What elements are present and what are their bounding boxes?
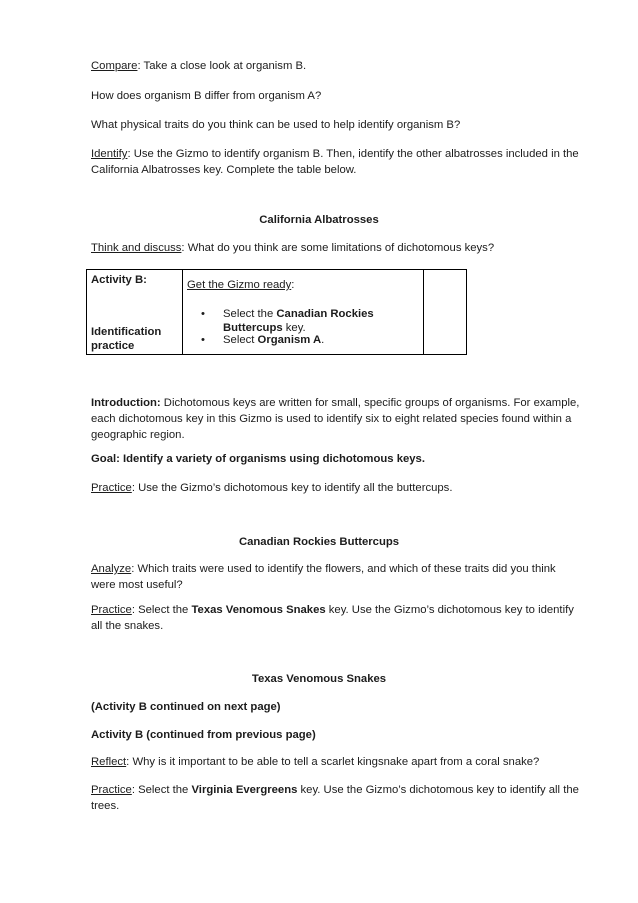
goal-paragraph: Goal: Identify a variety of organisms using dichotomous keys.	[91, 453, 425, 465]
practice-label: Practice	[91, 482, 132, 494]
practice-snakes-pre: : Select the	[131, 604, 192, 616]
activity-title-cell	[87, 270, 183, 355]
reflect-paragraph	[91, 754, 583, 770]
introduction-text: Dichotomous keys are written for small, specific groups of organisms. For example, each dichotomous key in this Gizmo is used to identify six to eight related species found within a geographic region.	[91, 397, 580, 441]
reflect-label: Reflect	[91, 756, 127, 768]
gizmo-ready-line	[187, 278, 294, 293]
think-label: Think and discuss	[91, 242, 182, 254]
question-traits: What physical traits do you think can be used to help identify organism B?	[91, 119, 461, 131]
heading-california-albatrosses: California Albatrosses	[259, 214, 379, 226]
activity-table	[86, 269, 467, 355]
bullet-1-pre: Select the	[223, 308, 277, 320]
compare-text: : Take a close look at organism B.	[137, 60, 307, 72]
bullet-1-text	[223, 307, 413, 335]
identify-text: : Use the Gizmo to identify organism B. Then, identify the other albatrosses included in the California Albatrosses key. Complete the table below.	[91, 148, 579, 176]
bullet-2-pre: Select	[223, 334, 258, 346]
introduction-paragraph	[91, 395, 583, 443]
reflect-text: : Why is it important to be able to tell a scarlet kingsnake apart from a coral snake?	[126, 756, 540, 768]
compare-paragraph	[91, 58, 583, 74]
bullet-2-bold: Organism A	[257, 334, 322, 346]
continued-next-page: (Activity B continued on next page)	[91, 701, 281, 713]
think-paragraph	[91, 240, 583, 256]
analyze-text: : Which traits were used to identify the flowers, and which of these traits did you think were most useful?	[91, 563, 556, 591]
think-text: : What do you think are some limitations of dichotomous keys?	[181, 242, 495, 254]
heading-texas-venomous-snakes: Texas Venomous Snakes	[251, 673, 387, 685]
analyze-label: Analyze	[91, 563, 132, 575]
analyze-paragraph	[91, 561, 583, 593]
gizmo-ready-colon: :	[291, 279, 295, 291]
bullet-2-post: .	[321, 334, 325, 346]
compare-label: Compare	[91, 60, 138, 72]
practice-trees-post: key. Use the Gizmo’s dichotomous key to identify all the trees.	[91, 784, 579, 812]
practice-snakes-paragraph	[91, 602, 583, 634]
practice-snakes-key: Texas Venomous Snakes	[191, 604, 326, 616]
continued-previous-page: Activity B (continued from previous page)	[91, 729, 316, 741]
bullet-icon: •	[201, 308, 205, 320]
practice-label: Practice	[91, 604, 132, 616]
practice-trees-key: Virginia Evergreens	[191, 784, 298, 796]
gizmo-ready-label: Get the Gizmo ready	[187, 279, 292, 291]
bullet-icon: •	[201, 334, 205, 346]
practice-snakes-post: key. Use the Gizmo’s dichotomous key to identify all the snakes.	[91, 604, 574, 632]
introduction-label: Introduction:	[91, 397, 161, 409]
heading-canadian-rockies-buttercups: Canadian Rockies Buttercups	[238, 536, 400, 548]
practice-buttercups-text: : Use the Gizmo’s dichotomous key to identify all the buttercups.	[131, 482, 453, 494]
identify-paragraph	[91, 146, 583, 178]
question-differ: How does organism B differ from organism A?	[91, 90, 322, 102]
identify-label: Identify	[91, 148, 128, 160]
bullet-1-bold: Canadian Rockies Buttercups	[223, 308, 374, 334]
practice-label: Practice	[91, 784, 132, 796]
activity-instructions-cell	[183, 270, 424, 355]
activity-subtitle: Identification practice	[91, 326, 162, 352]
bullet-2-text	[223, 333, 413, 347]
activity-empty-cell	[424, 270, 467, 355]
practice-trees-paragraph	[91, 782, 583, 814]
activity-title: Activity B:	[91, 274, 147, 286]
practice-trees-pre: : Select the	[131, 784, 192, 796]
bullet-1-post: key.	[282, 322, 306, 334]
practice-buttercups-paragraph	[91, 480, 583, 496]
